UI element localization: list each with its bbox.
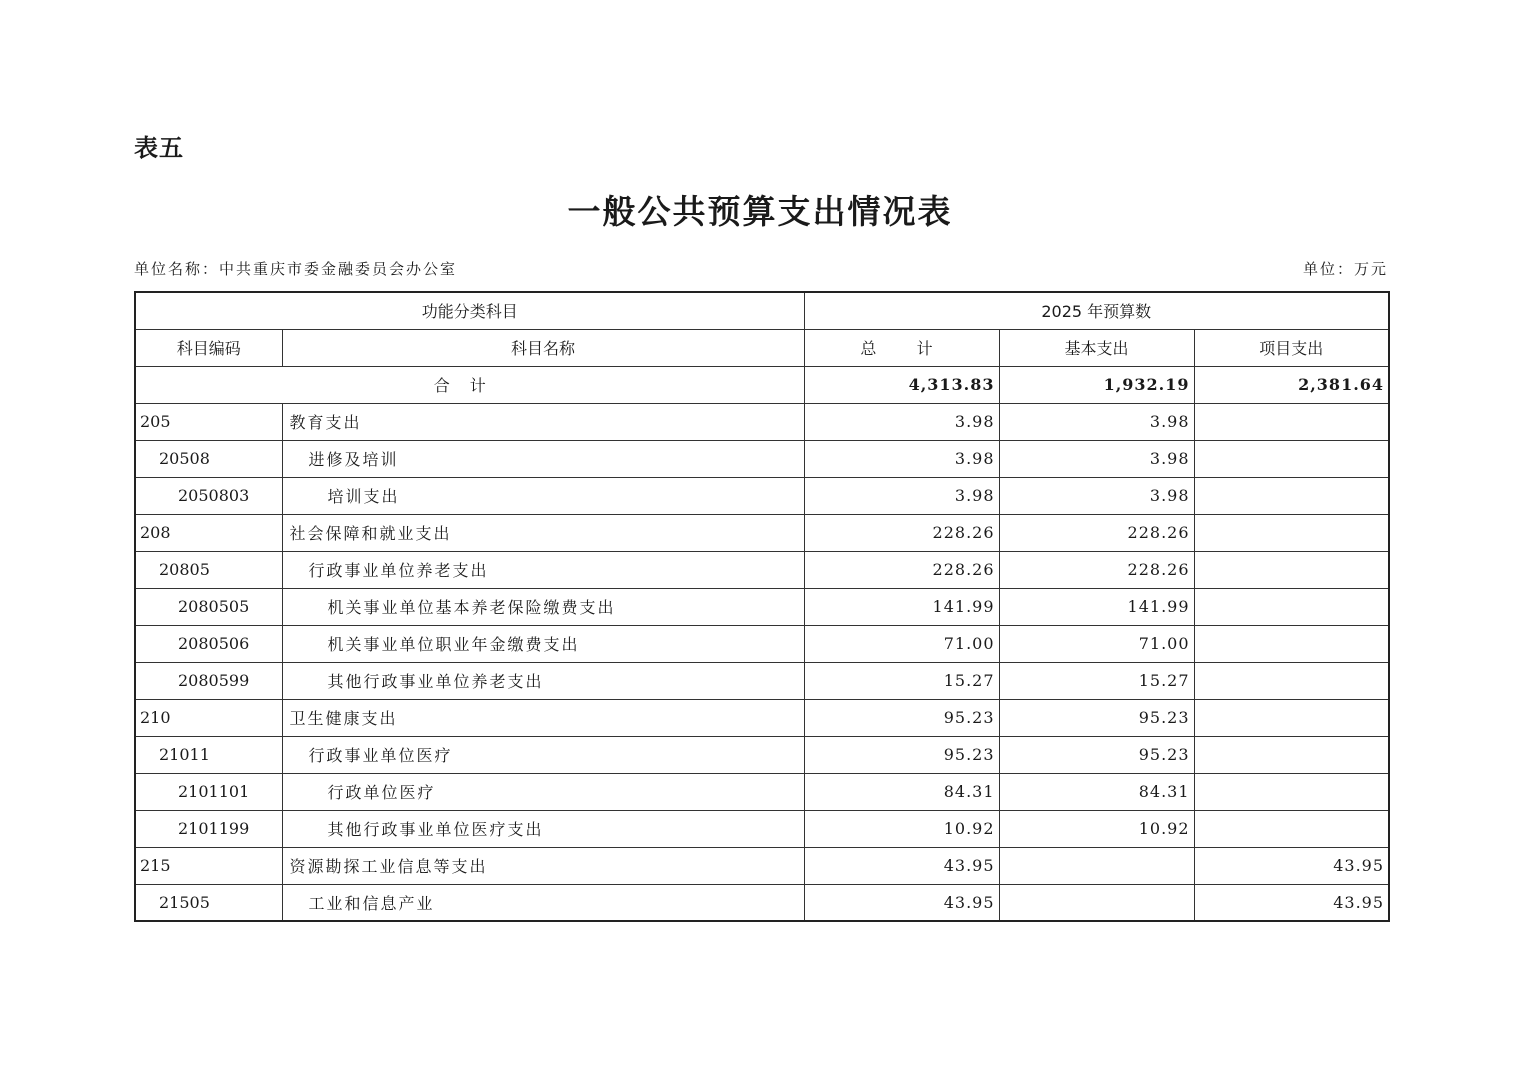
row-project [1194, 440, 1389, 477]
row-code: 2080506 [135, 625, 282, 662]
row-name: 工业和信息产业 [282, 884, 804, 921]
row-code: 2050803 [135, 477, 282, 514]
row-code: 20805 [135, 551, 282, 588]
table-row [135, 477, 1389, 514]
row-name: 教育支出 [282, 403, 804, 440]
row-project [1194, 736, 1389, 773]
row-code: 215 [135, 847, 282, 884]
row-name: 行政事业单位养老支出 [282, 551, 804, 588]
row-total: 95.23 [804, 699, 999, 736]
unit-name-label: 单位名称：中共重庆市委金融委员会办公室 [134, 260, 458, 278]
header-budget-year: 2025 年预算数 [804, 292, 1389, 329]
row-name: 培训支出 [282, 477, 804, 514]
total-row [135, 366, 1389, 403]
row-code: 2101101 [135, 773, 282, 810]
row-project [1194, 588, 1389, 625]
row-code: 210 [135, 699, 282, 736]
row-code: 2080599 [135, 662, 282, 699]
table-row [135, 625, 1389, 662]
table-row [135, 847, 1389, 884]
row-total: 228.26 [804, 514, 999, 551]
row-code: 20508 [135, 440, 282, 477]
row-basic [999, 884, 1194, 921]
row-total: 15.27 [804, 662, 999, 699]
row-project: 43.95 [1194, 847, 1389, 884]
table-row [135, 736, 1389, 773]
row-basic: 141.99 [999, 588, 1194, 625]
row-name: 进修及培训 [282, 440, 804, 477]
row-name: 其他行政事业单位医疗支出 [282, 810, 804, 847]
row-project [1194, 773, 1389, 810]
row-total: 95.23 [804, 736, 999, 773]
row-total: 43.95 [804, 847, 999, 884]
currency-unit-label: 单位：万元 [1302, 260, 1388, 278]
row-project [1194, 810, 1389, 847]
row-total: 84.31 [804, 773, 999, 810]
row-name: 机关事业单位基本养老保险缴费支出 [282, 588, 804, 625]
row-basic: 71.00 [999, 625, 1194, 662]
header-name: 科目名称 [282, 329, 804, 366]
table-row [135, 662, 1389, 699]
row-code: 21011 [135, 736, 282, 773]
header-function-category: 功能分类科目 [135, 292, 804, 329]
table-row [135, 551, 1389, 588]
table-row [135, 403, 1389, 440]
header-code: 科目编码 [135, 329, 282, 366]
row-project: 43.95 [1194, 884, 1389, 921]
row-name: 行政单位医疗 [282, 773, 804, 810]
row-basic: 10.92 [999, 810, 1194, 847]
row-basic: 3.98 [999, 403, 1194, 440]
row-total: 141.99 [804, 588, 999, 625]
page-title: 一般公共预算支出情况表 [567, 192, 953, 231]
budget-table [134, 291, 1390, 922]
total-label: 合计 [135, 366, 804, 403]
row-total: 3.98 [804, 477, 999, 514]
row-basic: 15.27 [999, 662, 1194, 699]
row-total: 71.00 [804, 625, 999, 662]
row-project [1194, 662, 1389, 699]
row-total: 3.98 [804, 440, 999, 477]
row-basic: 3.98 [999, 477, 1194, 514]
total-amount: 4,313.83 [804, 366, 999, 403]
row-name: 其他行政事业单位养老支出 [282, 662, 804, 699]
row-total: 228.26 [804, 551, 999, 588]
row-name: 社会保障和就业支出 [282, 514, 804, 551]
row-basic: 228.26 [999, 551, 1194, 588]
table-row [135, 810, 1389, 847]
table-row [135, 588, 1389, 625]
total-basic: 1,932.19 [999, 366, 1194, 403]
row-project [1194, 551, 1389, 588]
header-row-columns [135, 329, 1389, 366]
table-number-label: 表五 [134, 134, 184, 162]
row-code: 21505 [135, 884, 282, 921]
row-total: 10.92 [804, 810, 999, 847]
header-project: 项目支出 [1194, 329, 1389, 366]
row-basic: 228.26 [999, 514, 1194, 551]
row-total: 3.98 [804, 403, 999, 440]
table-row [135, 699, 1389, 736]
row-basic [999, 847, 1194, 884]
row-code: 2101199 [135, 810, 282, 847]
total-project: 2,381.64 [1194, 366, 1389, 403]
row-code: 208 [135, 514, 282, 551]
row-project [1194, 625, 1389, 662]
table-row [135, 773, 1389, 810]
header-row-group [135, 292, 1389, 329]
header-total: 总 计 [804, 329, 999, 366]
row-project [1194, 403, 1389, 440]
row-project [1194, 699, 1389, 736]
table-row [135, 884, 1389, 921]
row-name: 行政事业单位医疗 [282, 736, 804, 773]
row-total: 43.95 [804, 884, 999, 921]
row-name: 机关事业单位职业年金缴费支出 [282, 625, 804, 662]
row-basic: 3.98 [999, 440, 1194, 477]
row-name: 资源勘探工业信息等支出 [282, 847, 804, 884]
row-project [1194, 477, 1389, 514]
table-row [135, 514, 1389, 551]
row-code: 205 [135, 403, 282, 440]
table-row [135, 440, 1389, 477]
row-name: 卫生健康支出 [282, 699, 804, 736]
row-basic: 95.23 [999, 736, 1194, 773]
row-basic: 84.31 [999, 773, 1194, 810]
header-basic: 基本支出 [999, 329, 1194, 366]
row-project [1194, 514, 1389, 551]
row-basic: 95.23 [999, 699, 1194, 736]
row-code: 2080505 [135, 588, 282, 625]
